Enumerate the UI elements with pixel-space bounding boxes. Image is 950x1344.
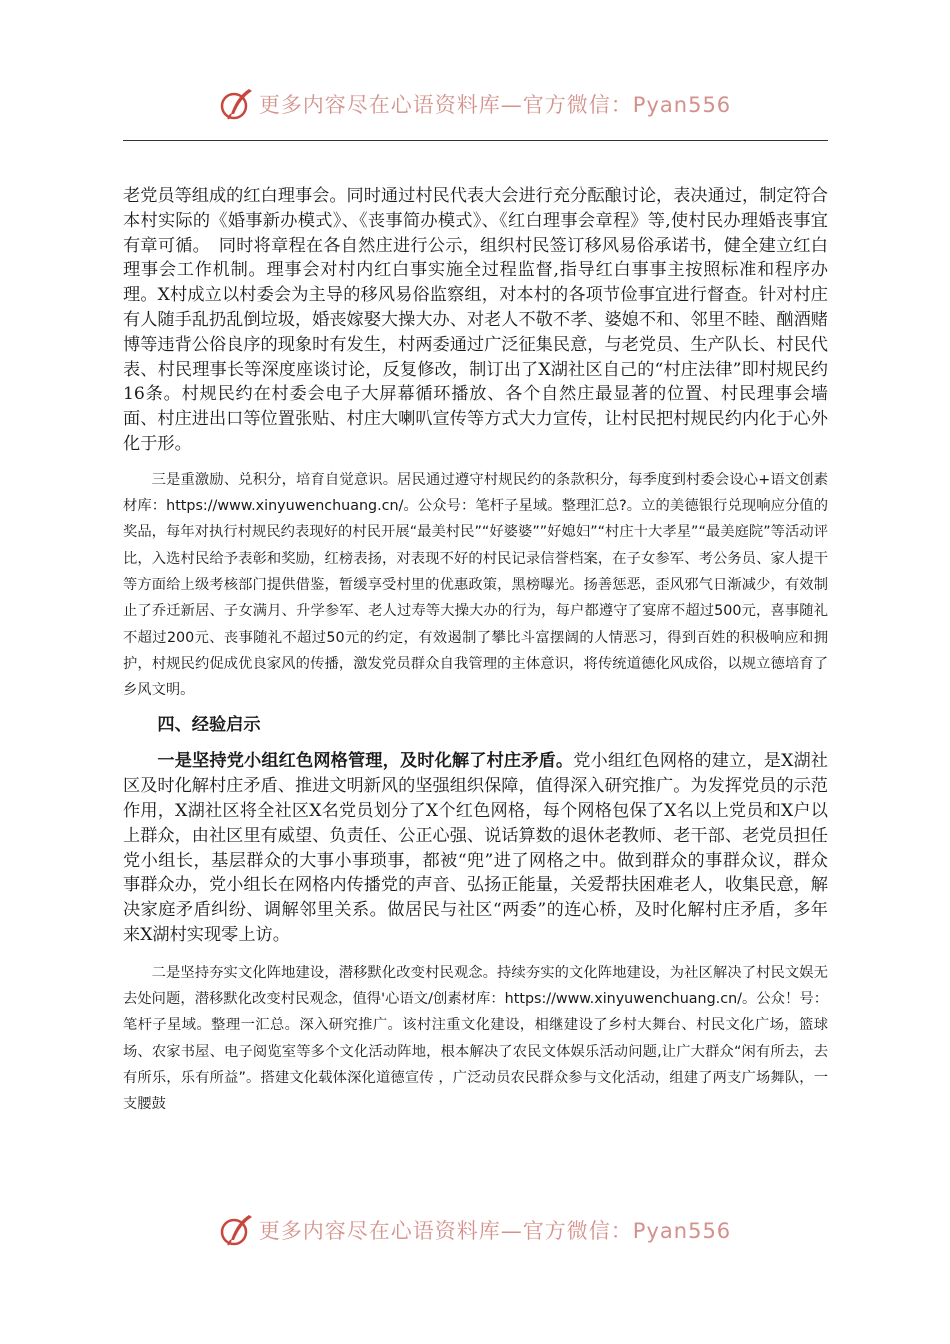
paragraph-3 [123, 749, 828, 947]
quill-logo-icon [219, 86, 255, 122]
paragraph-3-text: 党小组红色网格的建立，是X湖社区及时化解村庄矛盾、推进文明新风的坚强组织保障，值得深入研究推广。为发挥党员的示范作用，X湖社区将全社区X名党员划分了X个红色网格，每个网格包保了X名以上党员和X户以上群众，由社区里有威望、负责任、公正心强、说话算数的退休老教师、老干部、老党员担任党小组长，基层群众的大事小事琐事，都被“兜”进了网格之中。做到群众的事群众议，群众事群众办，党小组长在网格内传播党的声音、弘扬正能量，关爱帮扶困难老人，收集民意，解决家庭矛盾纠纷、调解邻里关系。做居民与社区“两委”的连心桥，及时化解村庄矛盾，多年来X湖村实现零上访。 [123, 751, 828, 946]
quill-logo-icon [219, 1212, 255, 1248]
section-heading: 四、经验启示 [157, 715, 261, 736]
paragraph-2: 三是重激励、兑积分，培育自觉意识。居民通过遵守村规民约的条款积分，每季度到村委会设心+语文创素材库：https://www.xinyuwenchuang.cn/。公众号：笔杆子星域。整理汇总?。立的美德银行兑现响应分值的奖品，每年对执行村规民约表现好的村民开展“最美村民”“好婆婆””好媳妇”“村庄十大孝星”“最美庭院”等活动评比，入选村民给予表彰和奖励，红榜表扬，对表现不好的村民记录信誉档案，在子女参军、考公务员、家人提干等方面给上级考核部门提供借鉴，暂缓享受村里的优惠政策，黑榜曝光。扬善惩恶，歪风邪气日渐减少，有效制止了乔迁新居、子女满月、升学参军、老人过寿等大操大办的行为，每户都遵守了宴席不超过500元，喜事随礼不超过200元、丧事随礼不超过50元的约定，有效遏制了攀比斗富摆阔的人情恶习，得到百姓的积极响应和拥护，村规民约促成优良家风的传播，激发党员群众自我管理的主体意识，将传统道德化风成俗，以规立德培育了乡风文明。 [123, 471, 828, 699]
document-body [123, 184, 828, 1118]
banner-text: 更多内容尽在心语资料库—官方微信：Pyan556 [258, 93, 732, 117]
header-divider [123, 140, 828, 141]
paragraph-3-lead: 一是坚持党小组红色网格管理，及时化解了村庄矛盾。 [157, 751, 574, 772]
header-banner [0, 84, 950, 124]
banner-text: 更多内容尽在心语资料库—官方微信：Pyan556 [258, 1219, 732, 1243]
footer-banner [0, 1210, 950, 1250]
paragraph-4: 二是坚持夯实文化阵地建设，潜移默化改变村民观念。持续夯实的文化阵地建设，为社区解决了村民文娱无去处问题，潜移默化改变村民观念，值得'心语文/创素材库：https://www.xinyuwenchuang.cn/。公众！号：笔杆子星域。整理一汇总。深入研究推广。该村注重文化建设，相继建设了乡村大舞台、村民文化广场，篮球场、农家书屋、电子阅览室等多个文化活动阵地，根本解决了农民文体娱乐活动问题,让广大群众“闲有所去，去有所乐，乐有所益”。搭建文化载体深化道德宣传 ，广泛动员农民群众参与文化活动，组建了两支广场舞队，一支腰鼓 [123, 964, 828, 1113]
paragraph-1: 老党员等组成的红白理事会。同时通过村民代表大会进行充分酝酿讨论，表决通过，制定符合本村实际的《婚事新办模式》、《丧事简办模式》、《红白理事会章程》等,使村民办理婚丧事宜有章可循。 同时将章程在各自然庄进行公示，组织村民签订移风易俗承诺书，健全建立红白理事会工作机制。理事会对村内红白事实施全过程监督,指导红白事事主按照标准和程序办理。X村成立以村委会为主导的移风易俗监察组，对本村的各项节俭事宜进行督查。针对村庄有人随手乱扔乱倒垃圾，婚丧嫁娶大操大办、对老人不敬不孝、婆媳不和、邻里不睦、酗酒赌博等违背公俗良序的现象时有发生，村两委通过广泛征集民意，与老党员、生产队长、村民代表、村民理事长等深度座谈讨论，反复修改，制订出了X湖社区自己的“村庄法律”即村规民约16条。村规民约在村委会电子大屏幕循环播放、各个自然庄最显著的位置、村民理事会墙面、村庄进出口等位置张贴、村庄大喇叭宣传等方式大力宣传，让村民把村规民约内化于心外化于形。 [123, 186, 828, 454]
